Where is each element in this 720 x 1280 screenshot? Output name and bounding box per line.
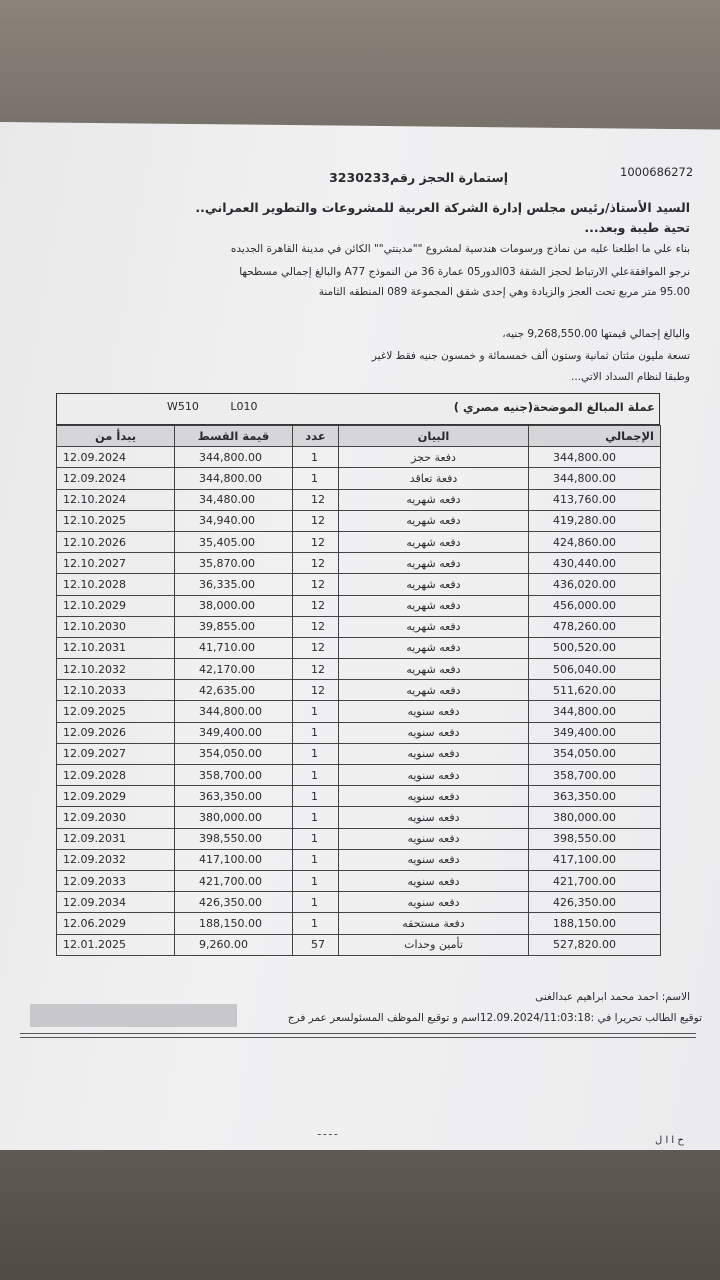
start-cell: 12.09.2025 — [57, 701, 175, 722]
total-cell: 417,100.00 — [529, 849, 661, 870]
table-row — [57, 468, 661, 489]
total-cell: 506,040.00 — [529, 659, 661, 680]
table-row — [57, 680, 661, 701]
table-row — [57, 722, 661, 743]
installment-cell: 38,000.00 — [175, 595, 293, 616]
start-cell: 12.09.2029 — [57, 786, 175, 807]
count-cell: 12 — [293, 616, 339, 637]
installment-cell: 39,855.00 — [175, 616, 293, 637]
installment-cell: 344,800.00 — [175, 701, 293, 722]
description-cell: دفعة حجز — [339, 447, 529, 468]
installment-cell: 363,350.00 — [175, 786, 293, 807]
divider-1 — [20, 1033, 696, 1034]
table-row — [57, 870, 661, 891]
divider-2 — [20, 1037, 696, 1038]
count-cell: 1 — [293, 786, 339, 807]
count-cell: 1 — [293, 849, 339, 870]
installment-cell: 41,710.00 — [175, 637, 293, 658]
installment-cell: 42,635.00 — [175, 680, 293, 701]
total-cell: 358,700.00 — [529, 765, 661, 786]
count-cell: 12 — [293, 680, 339, 701]
description-cell: تأمين وحدات — [339, 934, 529, 955]
start-cell: 12.09.2024 — [57, 468, 175, 489]
description-cell: دفعه شهريه — [339, 489, 529, 510]
code-l: L010 — [230, 400, 258, 413]
table-header-row — [57, 426, 661, 447]
start-cell: 12.09.2024 — [57, 447, 175, 468]
count-cell: 1 — [293, 870, 339, 891]
table-row — [57, 489, 661, 510]
total-cell: 500,520.00 — [529, 637, 661, 658]
table-row — [57, 828, 661, 849]
installment-cell: 344,800.00 — [175, 468, 293, 489]
count-cell: 12 — [293, 553, 339, 574]
header-total: الإجمالي — [529, 426, 661, 447]
header-installment: قيمة القسط — [175, 426, 293, 447]
form-title: إستمارة الحجز رقم3230233 — [329, 170, 508, 185]
signature-highlight — [30, 1004, 237, 1027]
description-cell: دفعه سنويه — [339, 701, 529, 722]
description-cell: دفعة تعاقد — [339, 468, 529, 489]
start-cell: 12.09.2028 — [57, 765, 175, 786]
count-cell: 12 — [293, 659, 339, 680]
count-cell: 12 — [293, 510, 339, 531]
table-row — [57, 807, 661, 828]
letter-greeting: تحية طيبة وبعد... — [584, 220, 690, 235]
total-cell: 188,150.00 — [529, 913, 661, 934]
start-cell: 12.10.2030 — [57, 616, 175, 637]
installment-cell: 358,700.00 — [175, 765, 293, 786]
total-cell: 424,860.00 — [529, 531, 661, 552]
table-row — [57, 574, 661, 595]
start-cell: 12.10.2024 — [57, 489, 175, 510]
start-cell: 12.10.2033 — [57, 680, 175, 701]
count-cell: 1 — [293, 743, 339, 764]
installment-cell: 354,050.00 — [175, 743, 293, 764]
header-count: عدد — [293, 426, 339, 447]
description-cell: دفعة مستحقه — [339, 913, 529, 934]
total-cell: 430,440.00 — [529, 553, 661, 574]
total-cell: 349,400.00 — [529, 722, 661, 743]
count-cell: 12 — [293, 531, 339, 552]
installment-cell: 35,870.00 — [175, 553, 293, 574]
installment-cell: 421,700.00 — [175, 870, 293, 891]
count-cell: 1 — [293, 701, 339, 722]
total-cell: 354,050.00 — [529, 743, 661, 764]
page-marks: ـ ـ ـ ـ — [318, 1128, 338, 1138]
installment-cell: 380,000.00 — [175, 807, 293, 828]
amount-in-words: تسعة مليون مئتان ثمانية وستون ألف خمسمائة و خمسون جنيه فقط لاغير — [371, 350, 690, 362]
currency-title: عملة المبالغ الموضحة(جنيه مصري ) — [453, 400, 655, 414]
description-cell: دفعه شهريه — [339, 637, 529, 658]
installment-cell: 34,480.00 — [175, 489, 293, 510]
description-cell: دفعه شهريه — [339, 659, 529, 680]
table-row — [57, 786, 661, 807]
total-cell: 413,760.00 — [529, 489, 661, 510]
start-cell: 12.09.2032 — [57, 849, 175, 870]
count-cell: 1 — [293, 913, 339, 934]
total-cell: 456,000.00 — [529, 595, 661, 616]
total-cell: 436,020.00 — [529, 574, 661, 595]
total-cell: 527,820.00 — [529, 934, 661, 955]
total-cell: 344,800.00 — [529, 468, 661, 489]
header-start: يبدأ من — [57, 426, 175, 447]
description-cell: دفعه سنويه — [339, 786, 529, 807]
description-cell: دفعه سنويه — [339, 765, 529, 786]
count-cell: 1 — [293, 892, 339, 913]
count-cell: 12 — [293, 574, 339, 595]
start-cell: 12.09.2034 — [57, 892, 175, 913]
start-cell: 12.09.2027 — [57, 743, 175, 764]
installment-cell: 344,800.00 — [175, 447, 293, 468]
header-description: البيان — [339, 426, 529, 447]
start-cell: 12.09.2030 — [57, 807, 175, 828]
count-cell: 57 — [293, 934, 339, 955]
description-cell: دفعه سنويه — [339, 849, 529, 870]
reference-number: 1000686272 — [620, 165, 694, 179]
count-cell: 1 — [293, 722, 339, 743]
installment-cell: 35,405.00 — [175, 531, 293, 552]
letter-salutation: السيد الأستاذ/رئيس مجلس إدارة الشركة العربية للمشروعات والتطوير العمراني.. — [195, 200, 690, 215]
count-cell: 1 — [293, 807, 339, 828]
table-row — [57, 447, 661, 468]
description-cell: دفعه سنويه — [339, 722, 529, 743]
table-row — [57, 765, 661, 786]
start-cell: 12.10.2031 — [57, 637, 175, 658]
signature-line: توقيع الطالب تحريرا في :12.09.2024/11:03:18اسم و توقيع الموظف المسئولسعر عمر فرج — [287, 1012, 702, 1024]
payment-plan-line: وطبقا لنظام السداد الاتي... — [571, 371, 690, 383]
applicant-name: الاسم: احمد محمد ابراهيم عبدالغنى — [535, 991, 690, 1003]
total-cell: 344,800.00 — [529, 447, 661, 468]
table-row — [57, 701, 661, 722]
description-cell: دفعه شهريه — [339, 510, 529, 531]
installment-cell: 188,150.00 — [175, 913, 293, 934]
table-title-box — [56, 393, 660, 425]
count-cell: 12 — [293, 637, 339, 658]
description-cell: دفعه شهريه — [339, 595, 529, 616]
count-cell: 12 — [293, 489, 339, 510]
description-cell: دفعه شهريه — [339, 574, 529, 595]
description-cell: دفعه سنويه — [339, 828, 529, 849]
start-cell: 12.10.2027 — [57, 553, 175, 574]
total-cell: 419,280.00 — [529, 510, 661, 531]
table-row — [57, 637, 661, 658]
start-cell: 12.10.2028 — [57, 574, 175, 595]
total-amount-line: والبالغ إجمالي قيمتها 9,268,550.00 جنيه، — [502, 328, 690, 340]
description-cell: دفعه شهريه — [339, 531, 529, 552]
installment-cell: 426,350.00 — [175, 892, 293, 913]
start-cell: 12.09.2031 — [57, 828, 175, 849]
total-cell: 421,700.00 — [529, 870, 661, 891]
total-cell: 511,620.00 — [529, 680, 661, 701]
corner-mark: ح ا ا ل — [655, 1135, 684, 1146]
total-cell: 380,000.00 — [529, 807, 661, 828]
table-row — [57, 849, 661, 870]
start-cell: 12.01.2025 — [57, 934, 175, 955]
start-cell: 12.06.2029 — [57, 913, 175, 934]
start-cell: 12.10.2032 — [57, 659, 175, 680]
description-cell: دفعه سنويه — [339, 807, 529, 828]
table-row — [57, 531, 661, 552]
total-cell: 344,800.00 — [529, 701, 661, 722]
letter-line-1: بناء علي ما اطلعنا عليه من نماذج ورسومات هندسية لمشروع ""مدينتي"" الكائن في مدينة القاهرة الجديده — [230, 243, 690, 255]
description-cell: دفعه سنويه — [339, 870, 529, 891]
table-row — [57, 595, 661, 616]
description-cell: دفعه سنويه — [339, 743, 529, 764]
start-cell: 12.10.2025 — [57, 510, 175, 531]
letter-line-2: نرجو الموافقةعلي الارتباط لحجز الشقة 03الدور05 عمارة 36 من النموذج A77 والبالغ إجمالي مسطحها — [239, 266, 690, 278]
letter-line-3: 95.00 متر مربع تحت العجز والزيادة وهي إحدى شقق المجموعة 089 المنطقه الثامنة — [318, 286, 690, 298]
description-cell: دفعه شهريه — [339, 553, 529, 574]
count-cell: 1 — [293, 828, 339, 849]
installment-cell: 349,400.00 — [175, 722, 293, 743]
code-w: W510 — [167, 400, 199, 413]
table-row — [57, 510, 661, 531]
table-row — [57, 934, 661, 955]
installment-cell: 42,170.00 — [175, 659, 293, 680]
installment-cell: 36,335.00 — [175, 574, 293, 595]
start-cell: 12.10.2026 — [57, 531, 175, 552]
total-cell: 398,550.00 — [529, 828, 661, 849]
table-row — [57, 659, 661, 680]
total-cell: 426,350.00 — [529, 892, 661, 913]
installment-cell: 398,550.00 — [175, 828, 293, 849]
count-cell: 1 — [293, 468, 339, 489]
total-cell: 478,260.00 — [529, 616, 661, 637]
installment-cell: 417,100.00 — [175, 849, 293, 870]
count-cell: 12 — [293, 595, 339, 616]
start-cell: 12.09.2026 — [57, 722, 175, 743]
table-row — [57, 616, 661, 637]
description-cell: دفعه شهريه — [339, 616, 529, 637]
table-row — [57, 743, 661, 764]
count-cell: 1 — [293, 765, 339, 786]
count-cell: 1 — [293, 447, 339, 468]
payment-schedule — [56, 393, 660, 956]
table-row — [57, 553, 661, 574]
description-cell: دفعه سنويه — [339, 892, 529, 913]
start-cell: 12.09.2033 — [57, 870, 175, 891]
start-cell: 12.10.2029 — [57, 595, 175, 616]
installment-cell: 34,940.00 — [175, 510, 293, 531]
total-cell: 363,350.00 — [529, 786, 661, 807]
description-cell: دفعه شهريه — [339, 680, 529, 701]
table-row — [57, 913, 661, 934]
table-row — [57, 892, 661, 913]
table-codes — [167, 400, 258, 413]
schedule-table — [56, 425, 661, 956]
installment-cell: 9,260.00 — [175, 934, 293, 955]
